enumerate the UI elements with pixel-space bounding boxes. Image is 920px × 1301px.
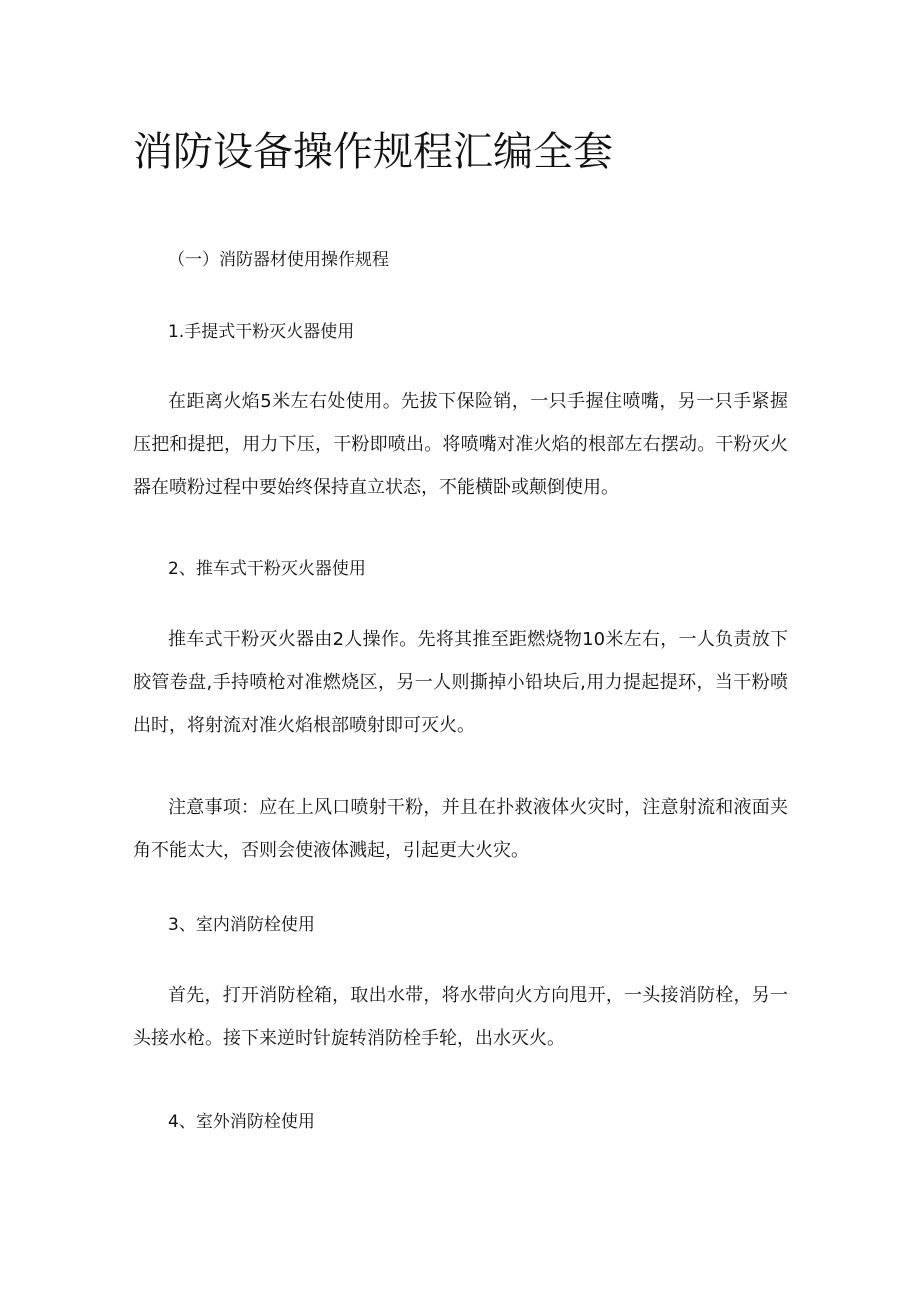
item-body-2: 推车式干粉灭火器由2人操作。先将其推至距燃烧物10米左右，一人负责放下胶管卷盘,手持喷枪对准燃烧区，另一人则撕掉小铅块后,用力提起提环，当干粉喷出时，将射流对准火焰根部喷射即可灭火。 — [133, 629, 788, 736]
item-heading-1: 1.手提式干粉灭火器使用 — [168, 322, 355, 342]
document-title: 消防设备操作规程汇编全套 — [133, 129, 613, 175]
item-note-2: 注意事项：应在上风口喷射干粉，并且在扑救液体火灾时，注意射流和液面夹角不能太大，否则会使液体溅起，引起更大火灾。 — [133, 797, 788, 861]
item-heading-2: 2、推车式干粉灭火器使用 — [168, 559, 366, 579]
item-heading-3: 3、室内消防栓使用 — [168, 915, 315, 935]
section-heading-1: （一）消防器材使用操作规程 — [168, 250, 389, 270]
item-heading-4: 4、室外消防栓使用 — [168, 1112, 315, 1132]
item-body-1: 在距离火焰5米左右处使用。先拔下保险销，一只手握住喷嘴，另一只手紧握压把和提把，用力下压，干粉即喷出。将喷嘴对准火焰的根部左右摆动。干粉灭火器在喷粉过程中要始终保持直立状态，不能横卧或颠倒使用。 — [133, 391, 788, 498]
item-body-3: 首先，打开消防栓箱，取出水带，将水带向火方向甩开，一头接消防栓，另一头接水枪。接下来逆时针旋转消防栓手轮，出水灭火。 — [133, 985, 788, 1049]
